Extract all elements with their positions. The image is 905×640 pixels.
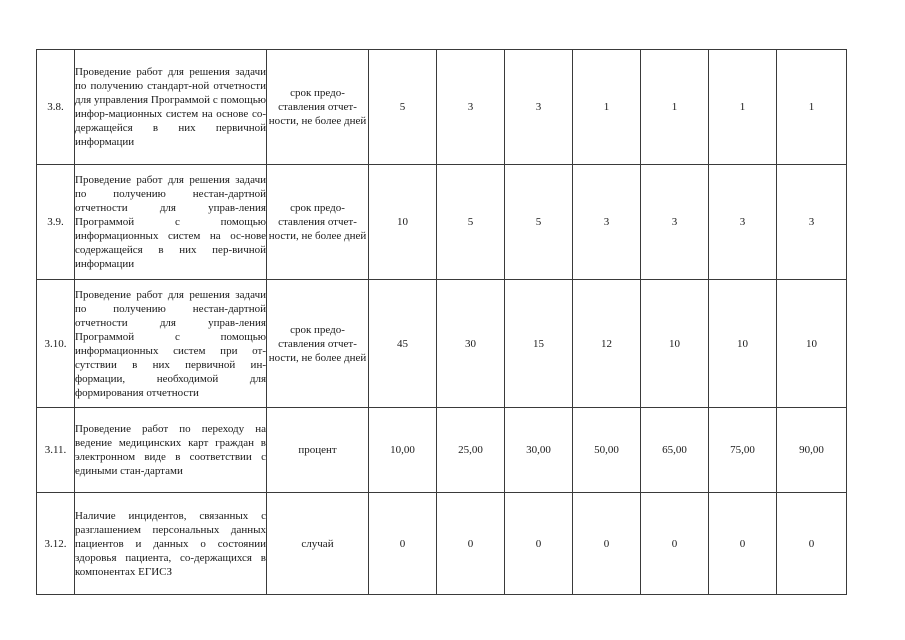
value-cell: 15 bbox=[505, 280, 573, 408]
row-description: Проведение работ для решения задачи по получению стандарт-ной отчетности для управления Программой с помощью инфор-мационных систем на основе со-держащейся в них первичной информации bbox=[75, 50, 267, 165]
value-cell: 65,00 bbox=[641, 408, 709, 493]
value-cell: 3 bbox=[777, 165, 847, 280]
table-row bbox=[37, 493, 847, 595]
value-cell: 10 bbox=[641, 280, 709, 408]
value-cell: 5 bbox=[505, 165, 573, 280]
row-description: Наличие инцидентов, связанных с разглашением персональных данных пациентов и данных о состоянии здоровья пациента, со-держащихся в компонентах ЕГИСЗ bbox=[75, 493, 267, 595]
value-cell: 3 bbox=[573, 165, 641, 280]
table-row bbox=[37, 165, 847, 280]
row-unit: срок предо-ставления отчет-ности, не более дней bbox=[267, 50, 369, 165]
row-description: Проведение работ для решения задачи по получению нестан-дартной отчетности для управ-ления Программой с помощью информационных систем на ос-нове содержащейся в них пер-вичной информации bbox=[75, 165, 267, 280]
table-row bbox=[37, 408, 847, 493]
value-cell: 3 bbox=[641, 165, 709, 280]
value-cell: 30,00 bbox=[505, 408, 573, 493]
value-cell: 10 bbox=[709, 280, 777, 408]
value-cell: 5 bbox=[369, 50, 437, 165]
row-number: 3.10. bbox=[37, 280, 75, 408]
value-cell: 50,00 bbox=[573, 408, 641, 493]
value-cell: 25,00 bbox=[437, 408, 505, 493]
value-cell: 1 bbox=[641, 50, 709, 165]
row-unit: случай bbox=[267, 493, 369, 595]
indicators-table bbox=[36, 49, 847, 595]
value-cell: 3 bbox=[437, 50, 505, 165]
row-unit: срок предо-ставления отчет-ности, не более дней bbox=[267, 280, 369, 408]
value-cell: 0 bbox=[777, 493, 847, 595]
value-cell: 10 bbox=[777, 280, 847, 408]
row-number: 3.11. bbox=[37, 408, 75, 493]
value-cell: 0 bbox=[369, 493, 437, 595]
row-description: Проведение работ по переходу на ведение медицинских карт граждан в электронном виде в соответствии с едиными стан-дартами bbox=[75, 408, 267, 493]
table-row bbox=[37, 50, 847, 165]
value-cell: 30 bbox=[437, 280, 505, 408]
value-cell: 10 bbox=[369, 165, 437, 280]
row-description: Проведение работ для решения задачи по получению нестан-дартной отчетности для управ-ления Программой с помощью информационных систем при от-сутствии в них первичной ин-формации, необходимой для формирования отчетности bbox=[75, 280, 267, 408]
value-cell: 1 bbox=[573, 50, 641, 165]
row-number: 3.9. bbox=[37, 165, 75, 280]
value-cell: 0 bbox=[641, 493, 709, 595]
value-cell: 3 bbox=[505, 50, 573, 165]
value-cell: 75,00 bbox=[709, 408, 777, 493]
value-cell: 0 bbox=[573, 493, 641, 595]
value-cell: 10,00 bbox=[369, 408, 437, 493]
value-cell: 1 bbox=[777, 50, 847, 165]
value-cell: 0 bbox=[437, 493, 505, 595]
row-unit: процент bbox=[267, 408, 369, 493]
value-cell: 1 bbox=[709, 50, 777, 165]
row-number: 3.12. bbox=[37, 493, 75, 595]
value-cell: 0 bbox=[505, 493, 573, 595]
value-cell: 3 bbox=[709, 165, 777, 280]
value-cell: 5 bbox=[437, 165, 505, 280]
row-unit: срок предо-ставления отчет-ности, не более дней bbox=[267, 165, 369, 280]
value-cell: 12 bbox=[573, 280, 641, 408]
table-body bbox=[37, 50, 847, 595]
value-cell: 90,00 bbox=[777, 408, 847, 493]
table-row bbox=[37, 280, 847, 408]
value-cell: 45 bbox=[369, 280, 437, 408]
value-cell: 0 bbox=[709, 493, 777, 595]
row-number: 3.8. bbox=[37, 50, 75, 165]
